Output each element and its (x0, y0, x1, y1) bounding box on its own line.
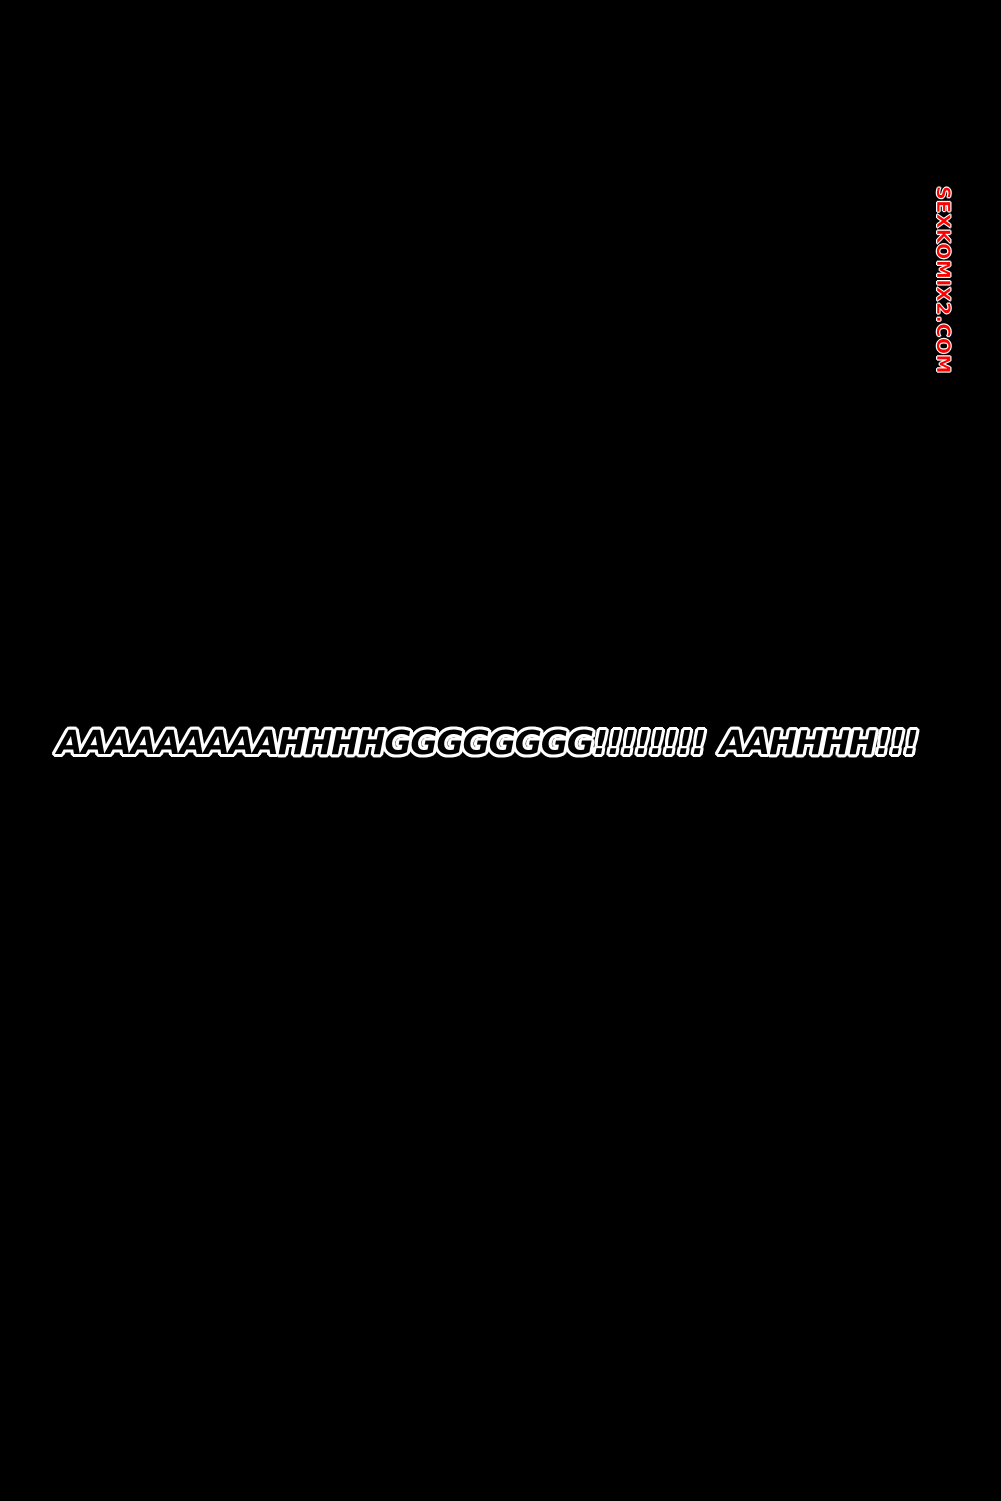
sound-effect-text: AAAAAAAAAHHHHGGGGGGGG!!!!!!!! (57, 723, 706, 762)
sound-effect-text: AAHHHH!!! (720, 723, 918, 762)
watermark-label: SEXKOMIX2.COM (932, 186, 954, 374)
site-watermark (930, 186, 954, 376)
